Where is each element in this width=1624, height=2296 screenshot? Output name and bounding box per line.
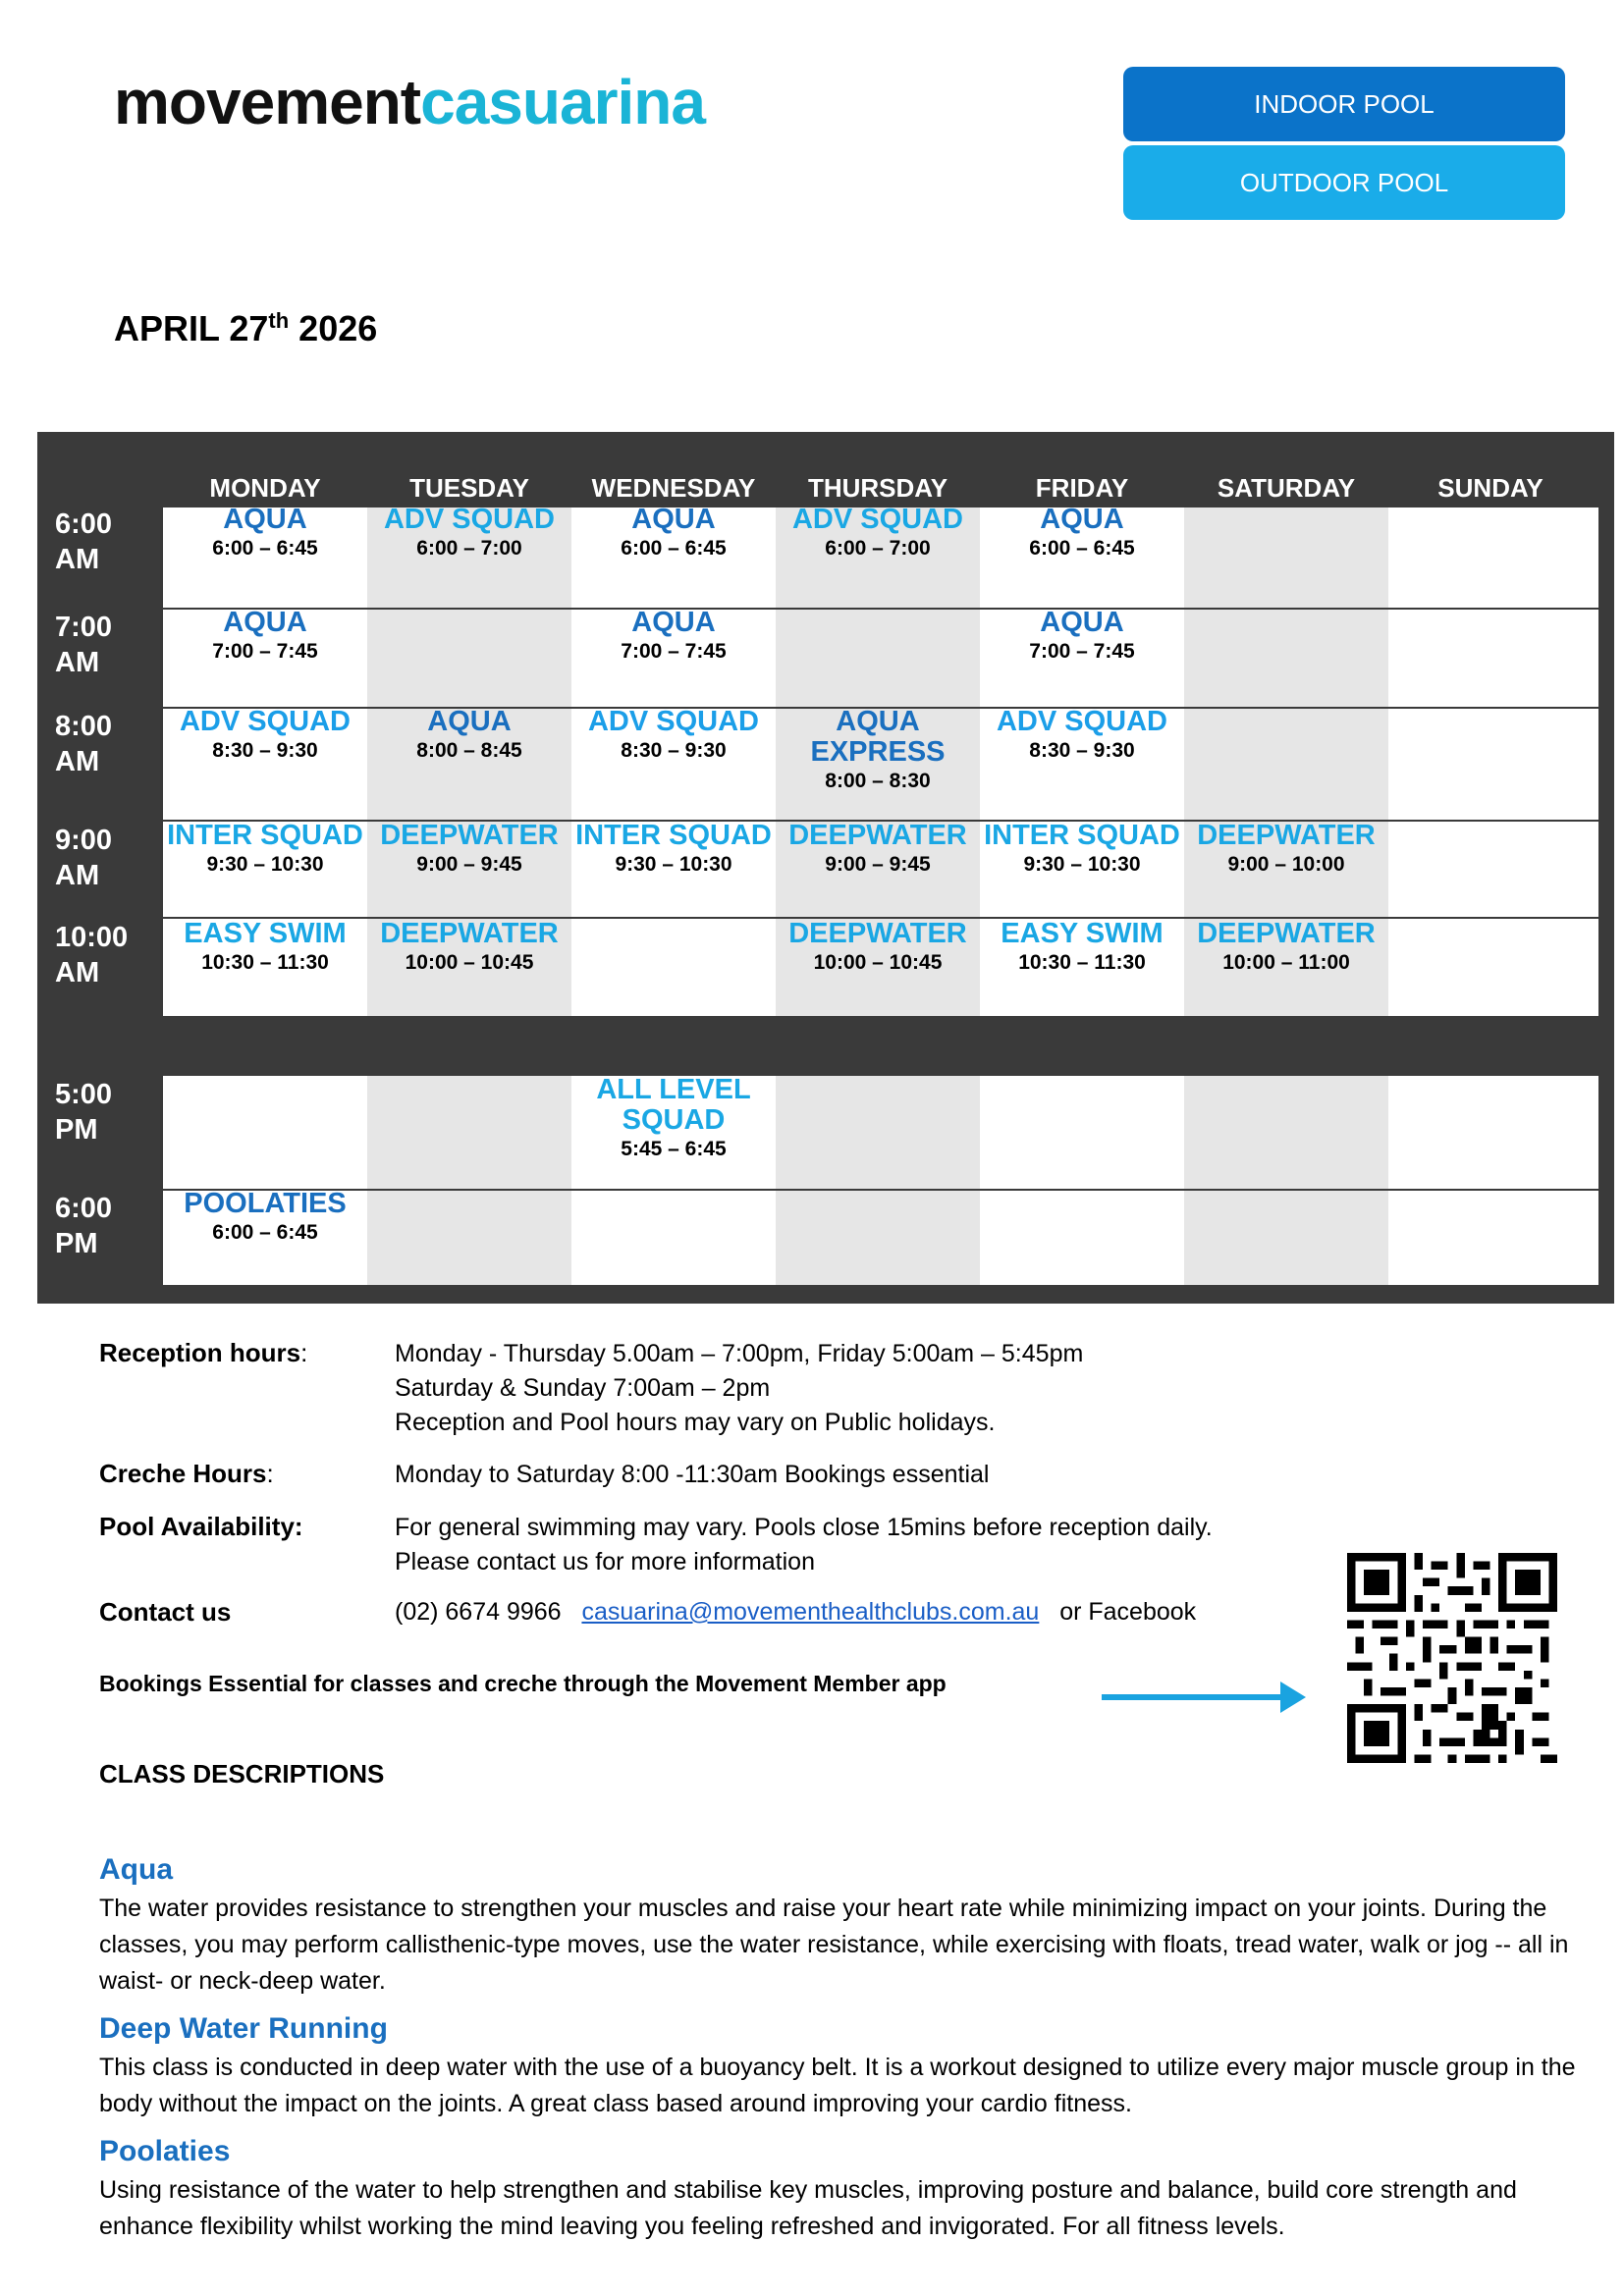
email-link[interactable]: casuarina@movementhealthclubs.com.au: [581, 1598, 1040, 1626]
page-date: [114, 308, 377, 349]
desc-text-poolaties: Using resistance of the water to help strengthen and stabilise key muscles, improving posture and balance, build core strength and enhance flexibility whilst working the mind leaving you feeling refreshed and invigorated. For all fitness levels.: [99, 2176, 1517, 2240]
outdoor-pool-button[interactable]: OUTDOOR POOL: [1123, 145, 1565, 220]
contact-label: Contact us: [99, 1597, 232, 1627]
class-cell[interactable]: POOLATIES 6:00 – 6:45: [184, 1188, 347, 1244]
class-cell[interactable]: AQUA 7:00 – 7:45: [621, 607, 727, 663]
time-label: 8:00 AM: [55, 711, 113, 777]
class-cell[interactable]: INTER SQUAD 9:30 – 10:30: [167, 820, 363, 876]
bookings-note: Bookings Essential for classes and creche through the Movement Member app: [99, 1671, 947, 1696]
class-cell[interactable]: ADV SQUAD 8:30 – 9:30: [587, 706, 759, 762]
class-cell[interactable]: DEEPWATER 9:00 – 9:45: [788, 820, 967, 876]
break-band: [163, 1016, 1598, 1076]
day-header: FRIDAY: [1035, 473, 1129, 503]
class-cell[interactable]: AQUA 8:00 – 8:45: [416, 706, 522, 762]
class-cell[interactable]: DEEPWATER 10:00 – 10:45: [380, 918, 559, 974]
class-cell[interactable]: ADV SQUAD 6:00 – 7:00: [383, 504, 555, 560]
creche-hours: Monday to Saturday 8:00 -11:30am Bookings essential: [395, 1461, 990, 1488]
col-sunday: [1388, 507, 1598, 1285]
class-cell[interactable]: ADV SQUAD 8:30 – 9:30: [179, 706, 351, 762]
class-cell[interactable]: ALL LEVEL SQUAD 5:45 – 6:45: [596, 1074, 751, 1160]
facebook-text: or Facebook: [1059, 1598, 1197, 1626]
day-header: TUESDAY: [409, 473, 529, 503]
pool-availability: For general swimming may vary. Pools close 15mins before reception daily. Please contact us for more information: [395, 1514, 1213, 1575]
time-label: 10:00 AM: [55, 922, 129, 988]
pool-availability-label: Pool Availability:: [99, 1512, 303, 1541]
time-label: 6:00 PM: [55, 1193, 113, 1259]
contact-details: [395, 1595, 1196, 1629]
class-cell[interactable]: DEEPWATER 10:00 – 10:45: [788, 918, 967, 974]
desc-text-deep-water: This class is conducted in deep water with the use of a buoyancy belt. It is a workout designed to utilize every major muscle group in the body without the impact on the joints. A great class based around improving your cardio fitness.: [99, 2054, 1576, 2117]
class-cell[interactable]: AQUA 7:00 – 7:45: [212, 607, 318, 663]
day-header: WEDNESDAY: [591, 473, 756, 503]
time-label: 5:00 PM: [55, 1079, 113, 1146]
class-cell[interactable]: DEEPWATER 10:00 – 11:00: [1197, 918, 1376, 974]
class-cell[interactable]: AQUA 6:00 – 6:45: [1029, 504, 1135, 560]
class-cell[interactable]: INTER SQUAD 9:30 – 10:30: [575, 820, 772, 876]
time-label: 7:00 AM: [55, 612, 113, 678]
class-cell[interactable]: ADV SQUAD 6:00 – 7:00: [791, 504, 963, 560]
row-divider: [163, 1189, 1598, 1191]
indoor-pool-button[interactable]: INDOOR POOL: [1123, 67, 1565, 141]
date-suffix: th: [268, 308, 290, 333]
logo-casuarina: casuarina: [420, 67, 705, 137]
col-thursday: [776, 504, 980, 1285]
desc-title-poolaties: Poolaties: [99, 2135, 231, 2167]
row-divider: [163, 608, 1598, 610]
date-main: APRIL 27: [114, 308, 269, 348]
day-header: MONDAY: [209, 473, 321, 503]
class-cell[interactable]: DEEPWATER 9:00 – 10:00: [1197, 820, 1376, 876]
class-cell[interactable]: INTER SQUAD 9:30 – 10:30: [984, 820, 1180, 876]
brand-logo: [114, 67, 705, 137]
phone-number: (02) 6674 9966: [395, 1598, 562, 1626]
time-label: 9:00 AM: [55, 825, 113, 891]
col-tuesday: [367, 504, 571, 1285]
class-cell[interactable]: AQUA EXPRESS 8:00 – 8:30: [810, 706, 946, 792]
arrow-right-icon: [1102, 1694, 1284, 1700]
arrowhead-icon: [1280, 1682, 1306, 1713]
desc-title-aqua: Aqua: [99, 1853, 173, 1886]
qr-code-icon[interactable]: [1347, 1553, 1557, 1763]
time-label: 6:00 AM: [55, 508, 113, 575]
day-header: SUNDAY: [1437, 473, 1543, 503]
class-cell[interactable]: AQUA 6:00 – 6:45: [621, 504, 727, 560]
date-year: 2026: [289, 308, 378, 348]
desc-text-aqua: The water provides resistance to strengthen your muscles and raise your heart rate while minimizing impact on your joints. During the classes, you may perform callisthenic-type moves, use the water resistance, while exercising with floats, tread water, walk or jog -- all in waist- or neck-deep water.: [99, 1895, 1569, 1995]
day-header: THURSDAY: [807, 473, 948, 503]
class-cell[interactable]: ADV SQUAD 8:30 – 9:30: [996, 706, 1167, 762]
class-cell[interactable]: DEEPWATER 9:00 – 9:45: [380, 820, 559, 876]
class-cell[interactable]: AQUA 7:00 – 7:45: [1029, 607, 1135, 663]
class-descriptions-heading: CLASS DESCRIPTIONS: [99, 1759, 385, 1789]
logo-movement: movement: [114, 67, 421, 137]
desc-title-deep-water: Deep Water Running: [99, 2012, 388, 2045]
day-header: SATURDAY: [1217, 473, 1356, 503]
reception-hours: Monday - Thursday 5.00am – 7:00pm, Friday 5:00am – 5:45pm Saturday & Sunday 7:00am – 2pm Reception and Pool hours may vary on Public holidays.: [395, 1340, 1084, 1436]
creche-label: Creche Hours:: [99, 1459, 274, 1488]
class-cell[interactable]: EASY SWIM 10:30 – 11:30: [184, 918, 347, 974]
class-cell[interactable]: AQUA 6:00 – 6:45: [212, 504, 318, 560]
class-cell[interactable]: EASY SWIM 10:30 – 11:30: [1001, 918, 1164, 974]
reception-label: Reception hours:: [99, 1338, 308, 1367]
col-saturday: [1184, 507, 1388, 1285]
